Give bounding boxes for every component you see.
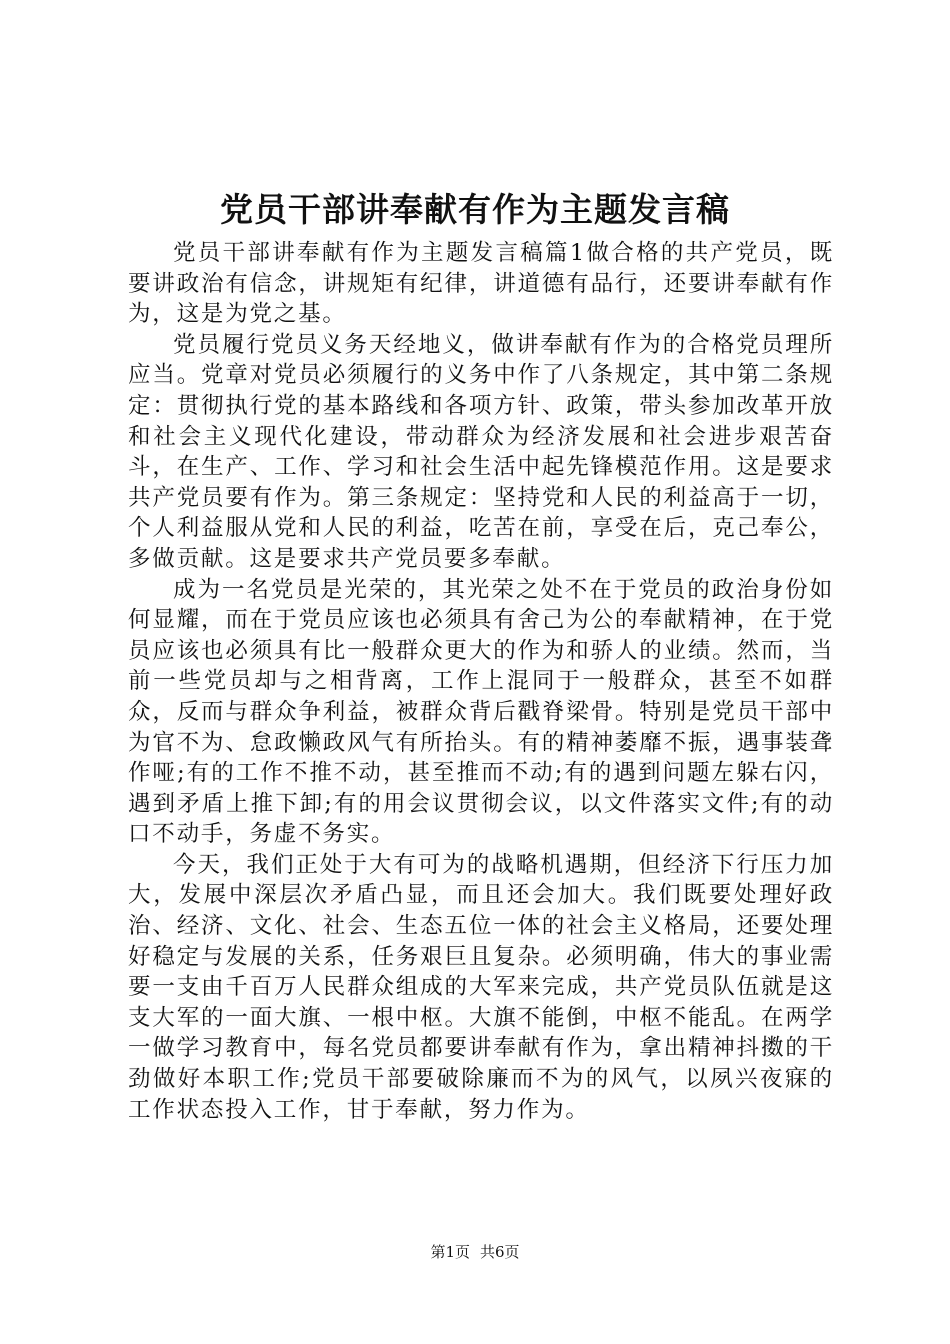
page-number: 第1页 [430,1243,470,1261]
document-body [128,238,834,1125]
document-title: 党员干部讲奉献有作为主题发言稿 [220,190,730,229]
paragraph: 成为一名党员是光荣的，其光荣之处不在于党员的政治身份如何显耀，而在于党员应该也必须具有舍己为公的奉献精神，在于党员应该也必须具有比一般群众更大的作为和骄人的业绩。然而，当前一些党员却与之相背离，工作上混同于一般群众，甚至不如群众，反而与群众争利益，被群众背后戳脊梁骨。特别是党员干部中为官不为、怠政懒政风气有所抬头。有的精神萎靡不振，遇事装聋作哑;有的工作不推不动，甚至推而不动;有的遇到问题左躲右闪，遇到矛盾上推下卸;有的用会议贯彻会议，以文件落实文件;有的动口不动手，务虚不务实。 [128,576,834,848]
paragraph: 党员干部讲奉献有作为主题发言稿篇1做合格的共产党员，既要讲政治有信念，讲规矩有纪律，讲道德有品行，还要讲奉献有作为，这是为党之基。 [128,240,834,328]
page-total: 共6页 [480,1243,520,1261]
page-footer [0,1242,950,1262]
paragraph: 今天，我们正处于大有可为的战略机遇期，但经济下行压力加大，发展中深层次矛盾凸显，而且还会加大。我们既要处理好政治、经济、文化、社会、生态五位一体的社会主义格局，还要处理好稳定与发展的关系，任务艰巨且复杂。必须明确，伟大的事业需要一支由千百万人民群众组成的大军来完成，共产党员队伍就是这支大军的一面大旗、一根中枢。大旗不能倒，中枢不能乱。在两学一做学习教育中，每名党员都要讲奉献有作为，拿出精神抖擞的干劲做好本职工作;党员干部要破除廉而不为的风气，以夙兴夜寐的工作状态投入工作，甘于奉献，努力作为。 [128,851,834,1123]
paragraph: 党员履行党员义务天经地义，做讲奉献有作为的合格党员理所应当。党章对党员必须履行的义务中作了八条规定，其中第二条规定：贯彻执行党的基本路线和各项方针、政策，带头参加改革开放和社会主义现代化建设，带动群众为经济发展和社会进步艰苦奋斗，在生产、工作、学习和社会生活中起先锋模范作用。这是要求共产党员要有作为。第三条规定：坚持党和人民的利益高于一切，个人利益服从党和人民的利益，吃苦在前，享受在后，克己奉公，多做贡献。这是要求共产党员要多奉献。 [128,331,834,572]
